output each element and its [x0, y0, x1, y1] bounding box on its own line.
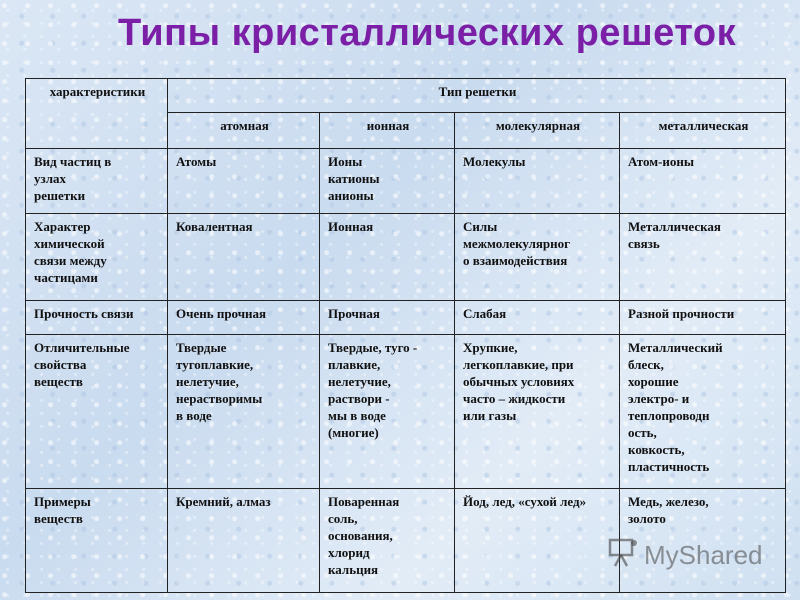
table-cell: Металлическая связь — [620, 214, 786, 301]
row-label: Отличительные свойства веществ — [26, 335, 168, 489]
presentation-board-icon — [606, 535, 640, 576]
table-cell: Разной прочности — [620, 301, 786, 335]
table-cell: Поваренная соль, основания, хлорид кальция — [320, 489, 455, 593]
column-header: ионная — [320, 113, 455, 149]
row-label: Вид частиц в узлах решетки — [26, 149, 168, 214]
group-header: Тип решетки — [168, 79, 786, 113]
table-cell: Молекулы — [455, 149, 620, 214]
header-row-group — [26, 79, 786, 113]
table-row — [26, 335, 786, 489]
table-cell: Хрупкие, легкоплавкие, при обычных условиях часто – жидкости или газы — [455, 335, 620, 489]
table-cell: Металлический блеск, хорошие электро- и теплопроводн ость, ковкость, пластичность — [620, 335, 786, 489]
table-cell: Прочная — [320, 301, 455, 335]
row-label: Примеры веществ — [26, 489, 168, 593]
table-cell: Медь, железо, золото — [620, 489, 786, 593]
table-row — [26, 149, 786, 214]
table-cell: Йод, лед, «сухой лед» — [455, 489, 620, 593]
crystal-lattice-table — [25, 78, 786, 593]
table-cell: Атомы — [168, 149, 320, 214]
table-row — [26, 301, 786, 335]
table-cell: Твердые тугоплавкие, нелетучие, нерастворимы в воде — [168, 335, 320, 489]
table-cell: Атом-ионы — [620, 149, 786, 214]
table-cell: Твердые, туго - плавкие, нелетучие, раствори - мы в воде (многие) — [320, 335, 455, 489]
table-cell: Ионная — [320, 214, 455, 301]
column-header: металлическая — [620, 113, 786, 149]
column-header: молекулярная — [455, 113, 620, 149]
corner-header: характеристики — [26, 79, 168, 149]
table-row — [26, 214, 786, 301]
watermark-text: MyShared — [644, 540, 763, 570]
page-title: Типы кристаллических решеток — [118, 12, 737, 54]
watermark — [606, 535, 763, 576]
table-cell: Очень прочная — [168, 301, 320, 335]
row-label: Характер химической связи между частицами — [26, 214, 168, 301]
table-cell: Кремний, алмаз — [168, 489, 320, 593]
row-label: Прочность связи — [26, 301, 168, 335]
table-cell: Силы межмолекулярног о взаимодействия — [455, 214, 620, 301]
column-header: атомная — [168, 113, 320, 149]
table-cell: Слабая — [455, 301, 620, 335]
table-cell: Ионы катионы анионы — [320, 149, 455, 214]
table-cell: Ковалентная — [168, 214, 320, 301]
